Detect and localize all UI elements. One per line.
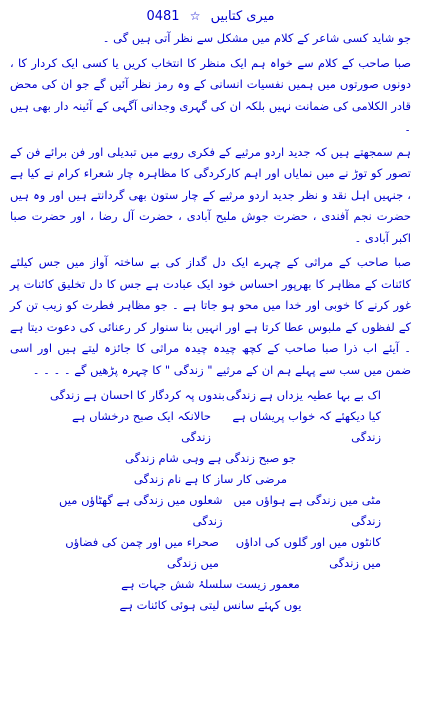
article-body: [10, 28, 411, 381]
couplet: [10, 490, 411, 532]
couplet: [10, 532, 411, 574]
paragraph: صبا صاحب کے مراثی کے چہرے ایک دل گداز کی بے ساختہ آواز میں جس کیلئے کائنات کے مظاہر کا بھرپور احساس خود ایک عبادت ہے جس کا دل تخلیق کائنات پر غور کرنے کا خوبی اور خدا میں محو ہو جاتا ہے ۔ جو مظاہر فطرت کو زیب تن کر کے لفظوں کے ملبوس عطا کرتا ہے اور انہیں بنا سنوار کر رعنائی کی دعوت دیتا ہے ۔ آیئے اب ذرا صبا صاحب کے کچھ چیدہ چیدہ مراثی کا جائزہ لیتے ہیں اور اسی ضمن میں سب سے پہلے ہم ان کے مرثیے " زندگی " کا چہرہ پڑھیں گے ۔ ۔ ۔ ۔: [10, 255, 411, 377]
header-number: 0481: [146, 9, 180, 24]
paragraph: جو شاید کسی شاعر کے کلام میں مشکل سے نظر آتی ہیں گی ۔: [102, 31, 411, 45]
verse-line: مرضی کار ساز کا ہے نام زندگی: [133, 472, 288, 486]
star-icon: ☆: [189, 9, 201, 23]
verse-second-line: حالانکہ ایک صبح درخشاں ہے زندگی: [72, 409, 211, 444]
couplet: [10, 406, 411, 448]
verse-line: جو صبح زندگی ہے وہی شام زندگی: [125, 451, 296, 465]
verse-first-line: کیا دیکھئے کہ خواب پریشاں ہے زندگی: [232, 409, 381, 444]
verse-second-line: شعلوں میں زندگی ہے گھٹاؤں میں زندگی: [59, 493, 223, 528]
verse-second-line: بندوں پہ کردگار کا احسان ہے زندگی: [50, 388, 225, 402]
verse-first-line: مٹی میں زندگی ہے ہواؤں میں زندگی: [233, 493, 381, 528]
verse-line: معمور زیست سلسلۂ شش جہات ہے: [121, 577, 300, 591]
paragraph: ہم سمجھتے ہیں کہ جدید اردو مرثیے کے فکری رویے میں تبدیلی اور فن برائے فن کے تصور کو توڑ نے میں نمایاں اور اہم کارکردگی کا مظاہرہ چار شعراء کرام نے کیا ہے ، جنہیں اہل نقد و نظر جدید اردو مرثیے کے چار ستون بھی گردانتے ہیں اور وہ ہیں حضرت نجم آفندی ، حضرت جوش ملیح آبادی ، حضرت آل رضا ، اور حضرت صبا اکبر آبادی ۔: [10, 144, 411, 245]
header-title: میری کتابیں: [210, 9, 275, 24]
verse-first-line: کانٹوں میں اور گلوں کی اداؤں میں زندگی: [235, 535, 381, 570]
elegy-verses: [10, 385, 411, 616]
couplet: [10, 385, 411, 406]
page-header: [10, 6, 411, 28]
verse-line: یوں کہئے سانس لیتی ہوئی کائنات ہے: [119, 598, 302, 612]
verse-first-line: اک بے بہا عطیہ یزداں ہے زندگی: [226, 388, 381, 402]
verse-second-line: صحراء میں اور چمن کی فضاؤں میں زندگی: [65, 535, 219, 570]
paragraph: صبا صاحب کے کلام سے خواہ ہم ایک منظر کا انتخاب کریں یا کسی ایک کردار کا ، دونوں صورتوں میں ہمیں نفسیات انسانی کے وہ رمز نظر آئیں گے جو ان کی محض قادر الکلامی کی ضمانت نہیں بلکہ ان کی گہری وجدانی آگہی کے آئینہ دار بھی ہیں ۔: [10, 55, 411, 134]
